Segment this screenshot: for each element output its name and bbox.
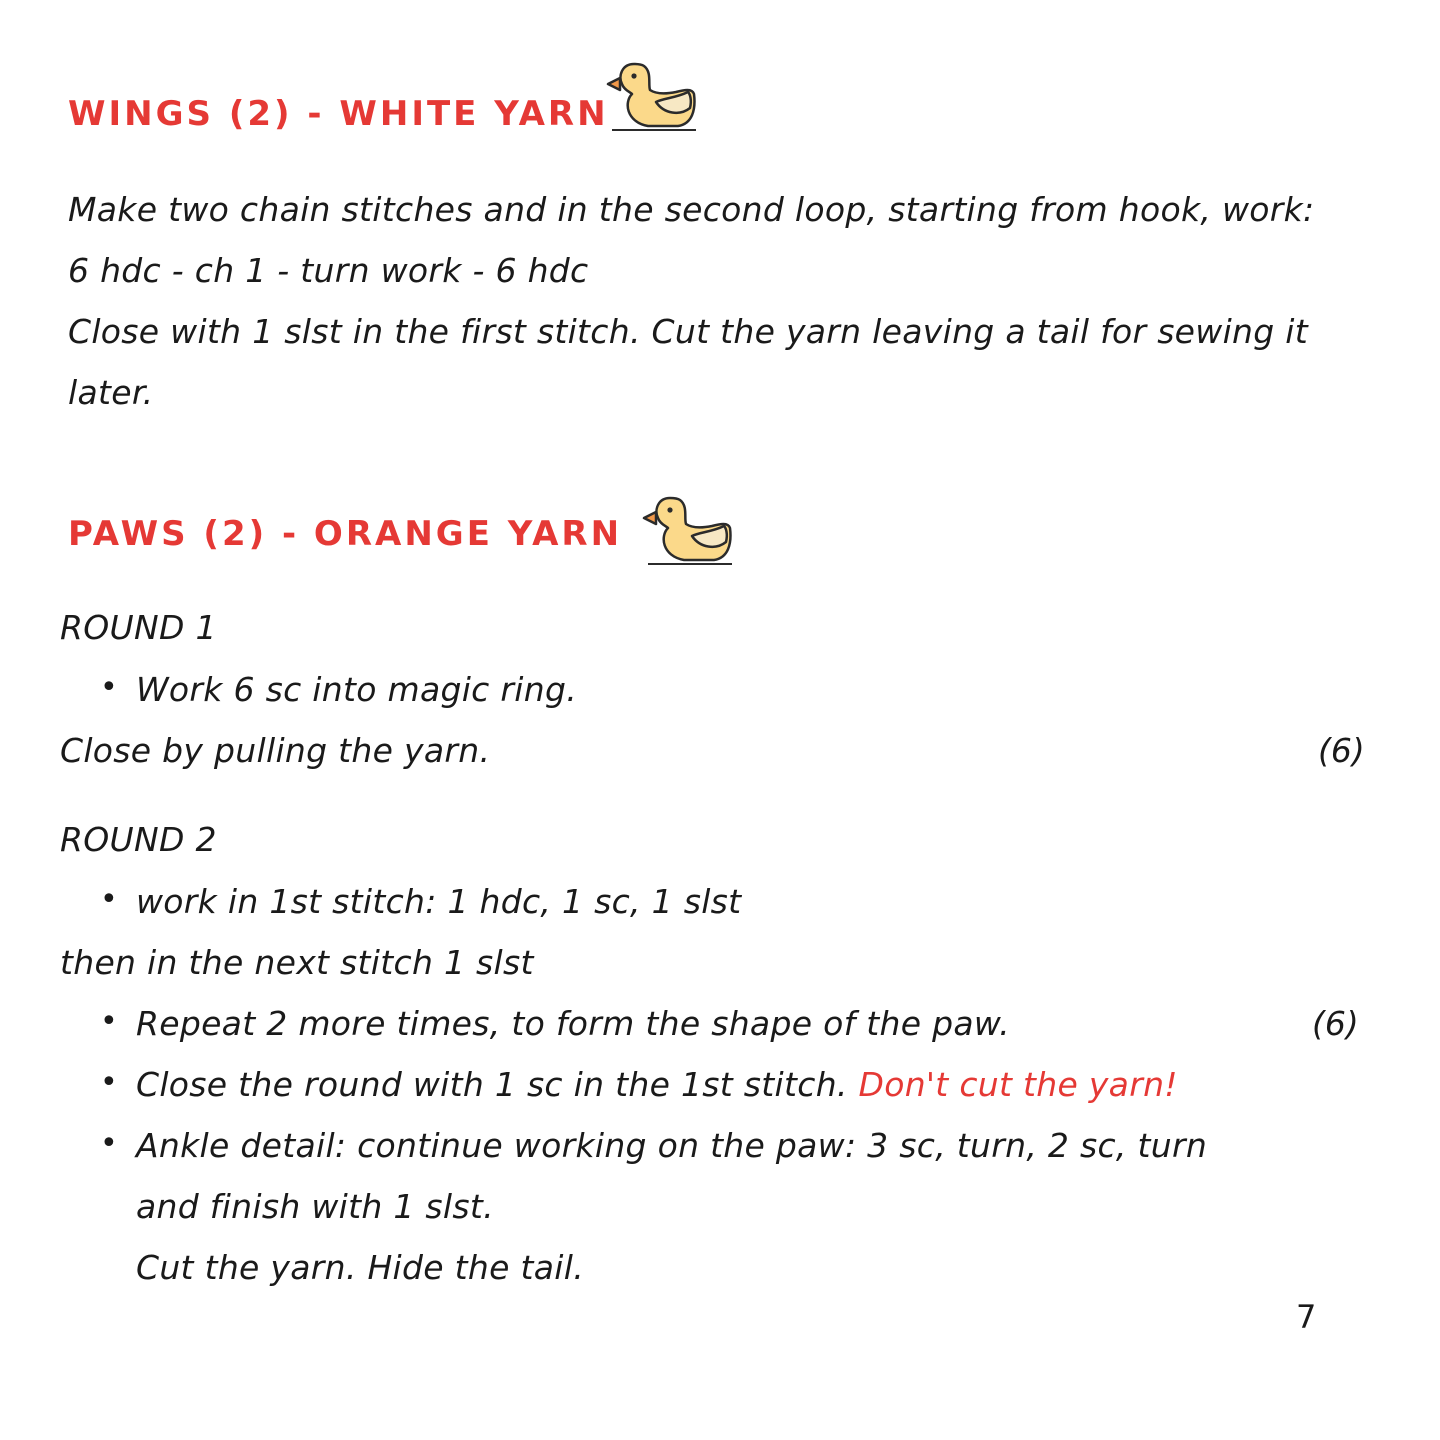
round-2-step: • Repeat 2 more times, to form the shape of the paw. bbox=[136, 1004, 1010, 1043]
round-1-step: • Work 6 sc into magic ring. bbox=[136, 670, 577, 709]
page-number: 7 bbox=[1296, 1298, 1317, 1336]
round-2-step: • Ankle detail: continue working on the paw: 3 sc, turn, 2 sc, turn bbox=[136, 1126, 1207, 1165]
duck-icon bbox=[604, 50, 698, 134]
round-1-stitch-count: (6) bbox=[1318, 731, 1365, 770]
round-2-close-text: Close the round with 1 sc in the 1st stitch. bbox=[136, 1065, 848, 1104]
wings-heading: WINGS (2) - WHITE YARN bbox=[68, 94, 609, 134]
round-2-then: then in the next stitch 1 slst bbox=[60, 943, 534, 982]
round-2-step-continued: Cut the yarn. Hide the tail. bbox=[136, 1248, 585, 1287]
wings-instruction-line: later. bbox=[68, 373, 154, 412]
paws-heading: PAWS (2) - ORANGE YARN bbox=[68, 514, 623, 554]
round-2-step-continued: and finish with 1 slst. bbox=[136, 1187, 494, 1226]
round-2-step: • work in 1st stitch: 1 hdc, 1 sc, 1 slst bbox=[136, 882, 741, 921]
round-1-label: ROUND 1 bbox=[60, 608, 217, 647]
round-2-stitch-count: (6) bbox=[1312, 1004, 1359, 1043]
wings-instruction-line: 6 hdc - ch 1 - turn work - 6 hdc bbox=[68, 251, 589, 290]
round-2-step bbox=[136, 1065, 1178, 1104]
wings-instruction-line: Make two chain stitches and in the second loop, starting from hook, work: bbox=[68, 190, 1315, 229]
round-1-close: Close by pulling the yarn. bbox=[60, 731, 491, 770]
duck-icon bbox=[640, 484, 734, 568]
round-2-label: ROUND 2 bbox=[60, 820, 217, 859]
wings-instruction-line: Close with 1 slst in the first stitch. Cut the yarn leaving a tail for sewing it bbox=[68, 312, 1309, 351]
warning-text: Don't cut the yarn! bbox=[858, 1065, 1178, 1104]
